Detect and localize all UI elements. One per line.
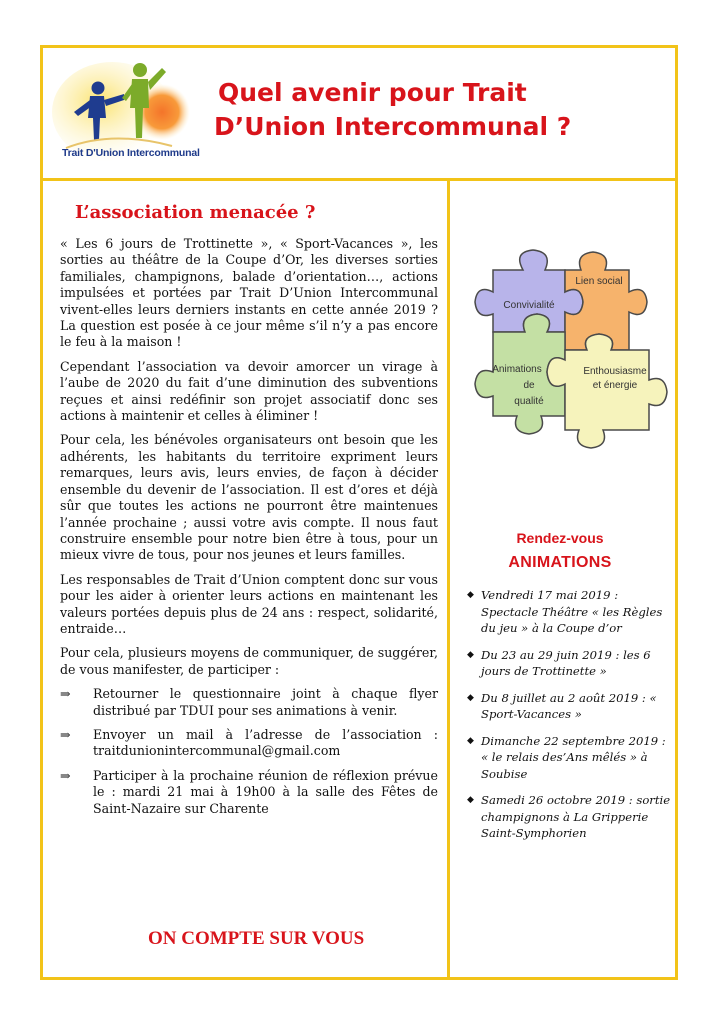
puzzle-label: de: [523, 380, 535, 391]
title-line-2: D’Union Intercommunal ?: [214, 112, 572, 141]
diamond-bullet-icon: ◆: [467, 735, 474, 746]
logo-text: Trait D'Union Intercommunal: [62, 147, 200, 159]
event-text: Samedi 26 octobre 2019 : sortie champignons à La Gripperie Saint-Symphorien: [481, 793, 671, 840]
list-item: [467, 587, 672, 637]
page-title: [214, 76, 674, 144]
paragraph: « Les 6 jours de Trottinette », « Sport-Vacances », les sorties au théâtre de la Coupe d’Or, les diverses sorties familiales, champignons, balade d’orientation…, actions impulsées et portées par Trait D’Union Intercommunal vivent-elles leurs derniers instants en cette année 2019 ? La question est posée à ce jour même s’il n’y a pas encore le feu à la maison !: [60, 236, 438, 350]
list-item: [467, 733, 672, 783]
puzzle-label: Lien social: [575, 276, 623, 287]
puzzle-piece-enthousiasme: [547, 334, 667, 448]
event-text: Dimanche 22 septembre 2019 : « le relais des’Ans mêlés » à Soubise: [481, 733, 666, 781]
puzzle-label: Enthousiasme: [583, 366, 647, 377]
diamond-bullet-icon: ◆: [467, 590, 474, 600]
rendezvous-subtitle: ANIMATIONS: [508, 554, 612, 571]
list-item: [467, 647, 672, 680]
list-item: [467, 690, 672, 723]
puzzle-illustration: [453, 240, 675, 470]
title-line-1: Quel avenir pour Trait: [218, 78, 527, 107]
list-item: [60, 727, 438, 760]
event-text: Du 8 juillet au 2 août 2019 : « Sport-Vacances »: [481, 690, 657, 721]
diamond-bullet-icon: ◆: [467, 795, 474, 805]
article-heading: L’association menacée ?: [75, 202, 316, 223]
participation-list: [60, 686, 438, 817]
rendezvous-heading: [460, 528, 660, 573]
list-item: [60, 768, 438, 817]
list-item-text: Retourner le questionnaire joint à chaque flyer distribué par TDUI pour ses animations à venir.: [93, 686, 438, 718]
article-body: [60, 236, 438, 825]
event-text: Du 23 au 29 juin 2019 : les 6 jours de Trottinette »: [481, 647, 651, 678]
puzzle-label: Animations: [492, 364, 542, 375]
paragraph: Pour cela, plusieurs moyens de communiquer, de suggérer, de vous manifester, de participer :: [60, 645, 438, 677]
paragraph: Pour cela, les bénévoles organisateurs ont besoin que les adhérents, les habitants du territoire expriment leurs remarques, leurs avis, leurs envies, de façon à décider ensemble du devenir de l’association. Il est d’ores et déjà sûr que toutes les actions ne pourront être maintenues l’année prochaine ; aussi votre avis compte. Il nous faut construire ensemble pour notre bien être à tous, pour un mieux vivre de tous, pour nos jeunes et leurs familles.: [60, 432, 438, 563]
diamond-bullet-icon: ◆: [467, 649, 474, 660]
diamond-bullet-icon: ◆: [467, 692, 474, 703]
puzzle-label: qualité: [514, 396, 544, 407]
header-divider: [40, 178, 678, 181]
puzzle-label: et énergie: [592, 380, 638, 391]
list-item-text: Participer à la prochaine réunion de réflexion prévue le : mardi 21 mai à 19h00 à la salle des Fêtes de Saint-Nazaire sur Charente: [93, 767, 438, 816]
list-item: [60, 686, 438, 719]
arrow-icon: ⇒: [60, 767, 71, 783]
event-text: Vendredi 17 mai 2019 : Spectacle Théâtre « les Règles du jeu » à la Coupe d’or: [481, 588, 663, 635]
slogan: ON COMPTE SUR VOUS: [148, 928, 365, 949]
puzzle-label: Convivialité: [503, 300, 555, 311]
events-list: [467, 587, 672, 852]
paragraph: Cependant l’association va devoir amorcer un virage à l’aube de 2020 du fait d’une diminution des subventions reçues et ainsi redéfinir son projet associatif donc ses actions à maintenir et celles à éliminer !: [60, 358, 438, 424]
rendezvous-title: Rendez-vous: [516, 530, 604, 546]
list-item-text: Envoyer un mail à l’adresse de l’association : traitdunionintercommunal@gmail.com: [93, 726, 438, 759]
list-item: [467, 792, 672, 842]
column-divider: [447, 178, 450, 980]
arrow-icon: ⇒: [60, 726, 71, 742]
arrow-icon: ⇒: [60, 686, 71, 702]
paragraph: Les responsables de Trait d’Union comptent donc sur vous pour les aider à orienter leurs actions en maintenant les valeurs portées depuis plus de 24 ans : respect, solidarité, entraide…: [60, 571, 438, 636]
